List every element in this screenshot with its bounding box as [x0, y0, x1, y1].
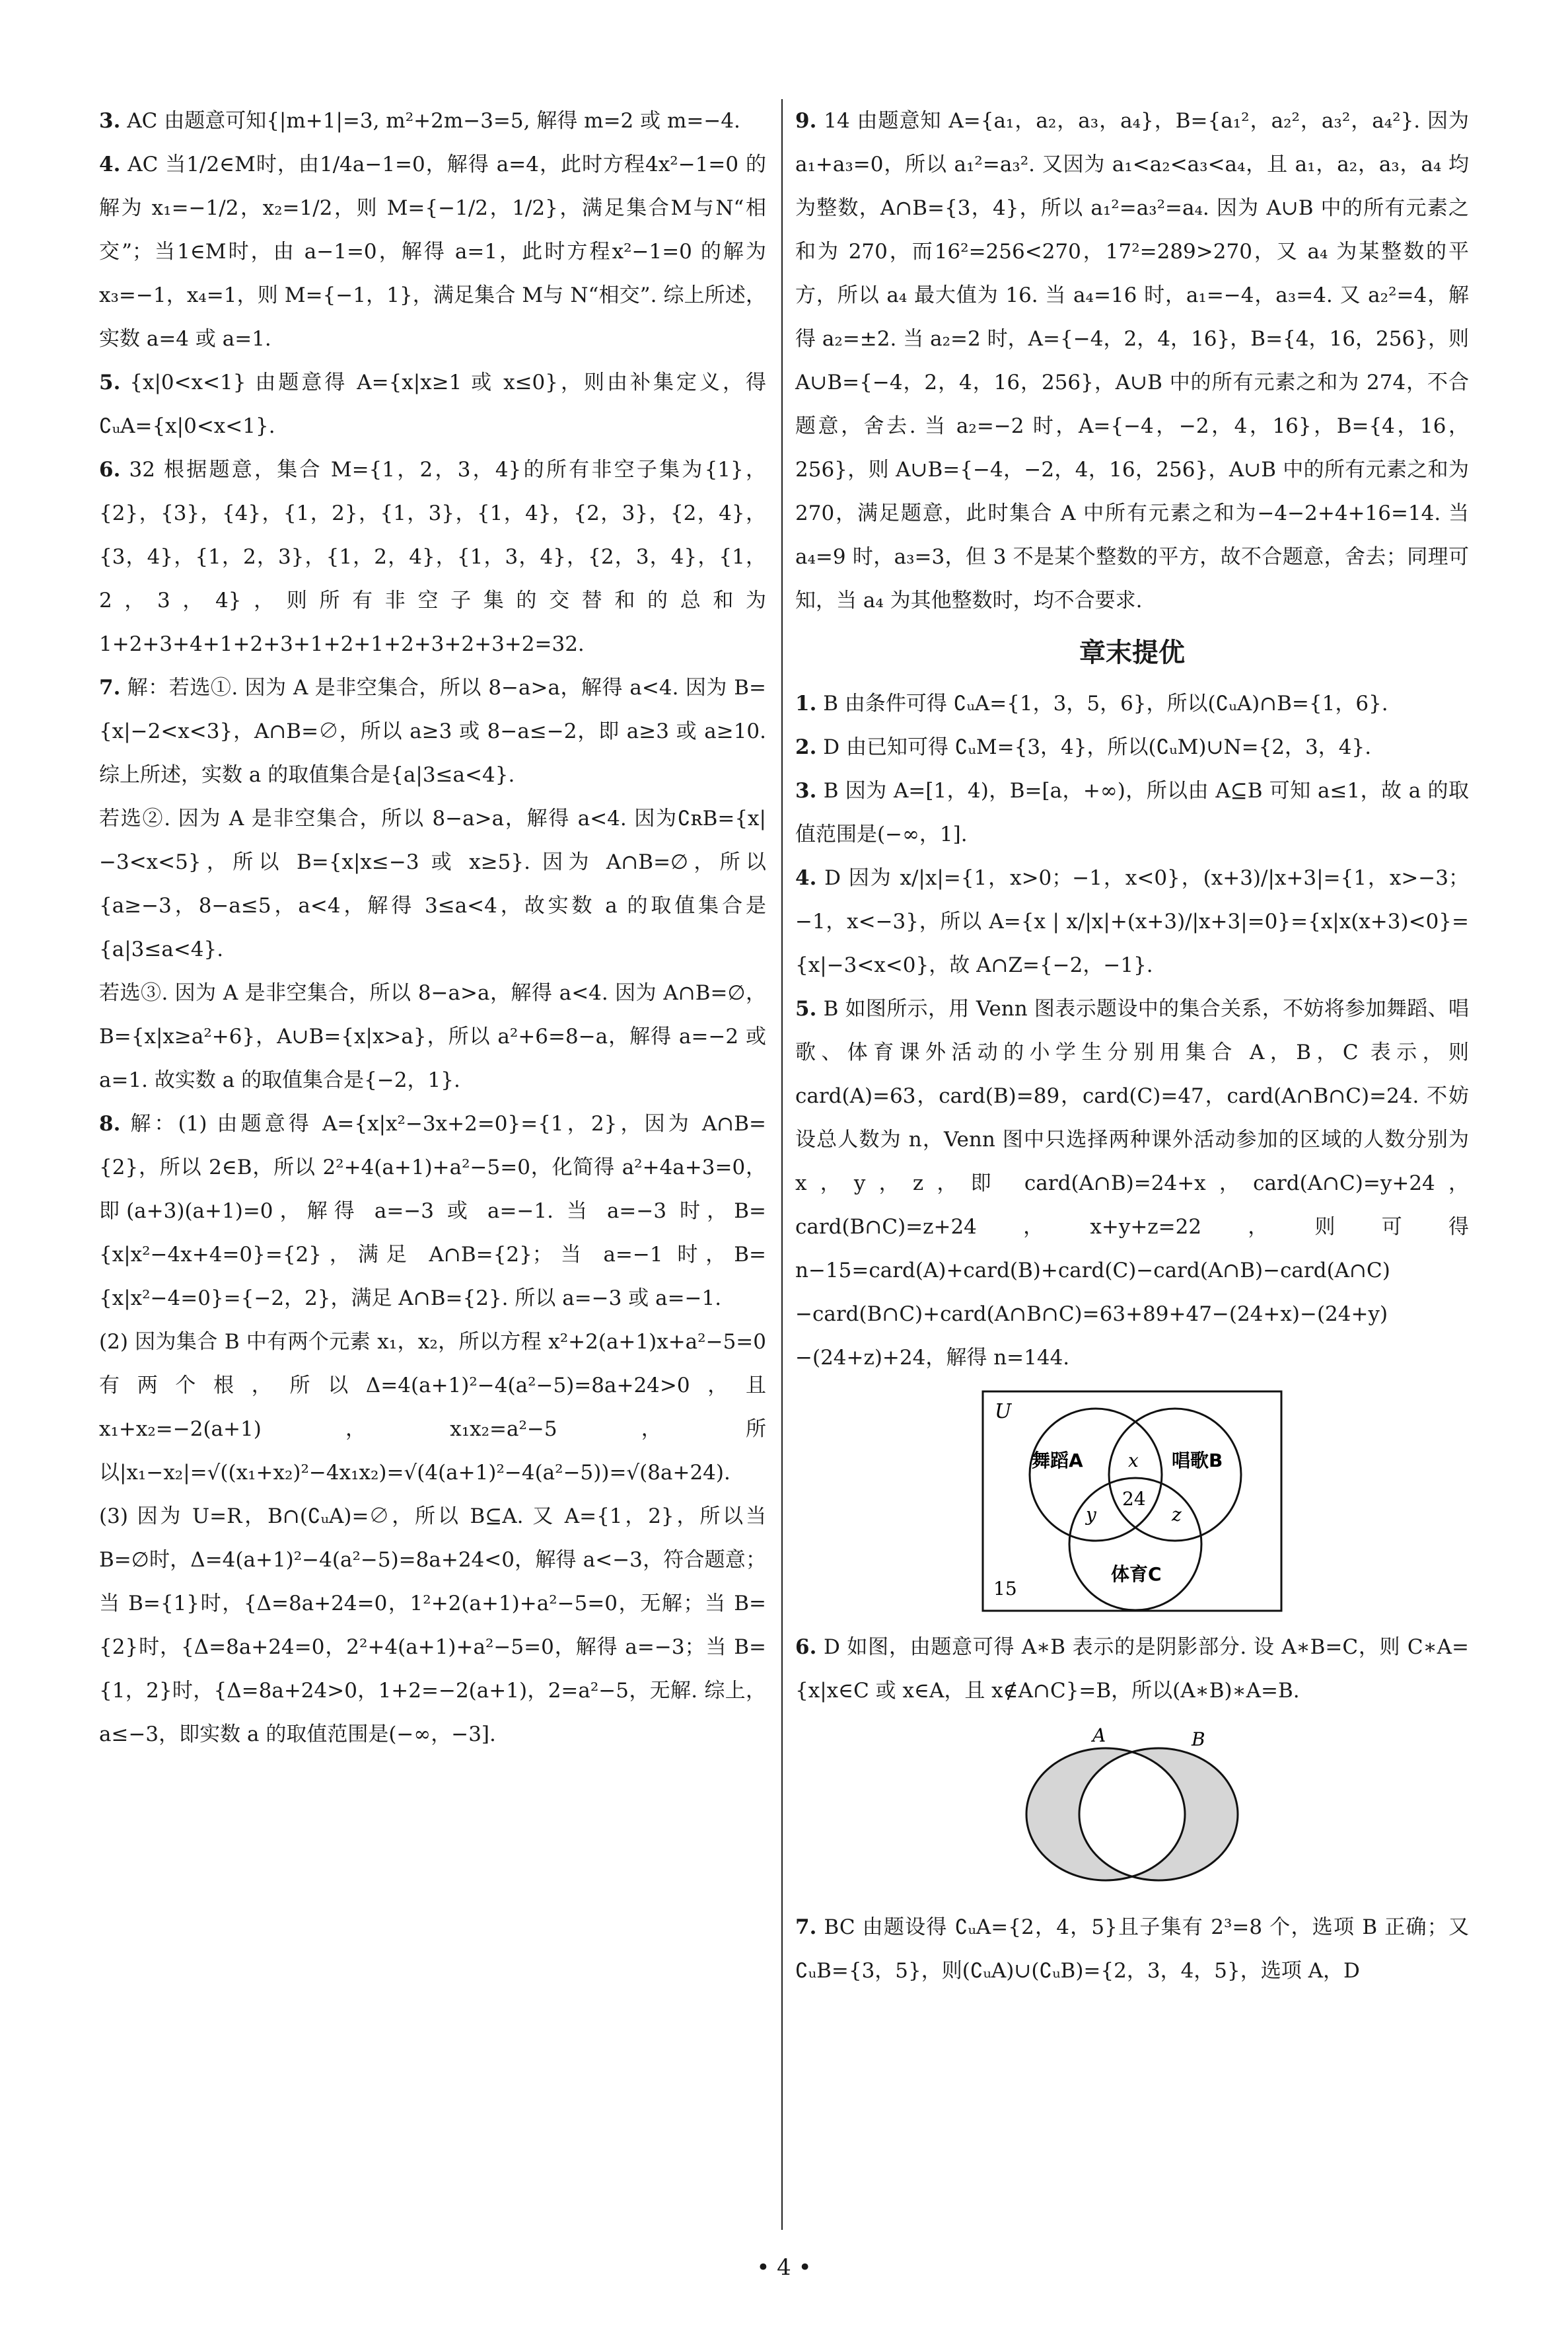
answer-8-part2: (2) 因为集合 B 中有两个元素 x₁，x₂，所以方程 x²+2(a+1)x+a²−5=0 有两个根，所以Δ=4(a+1)²−4(a²−5)=8a+24>0，且 x₁+x₂=−2(a+1)，x₁x₂=a²−5，所以|x₁−x₂|=√((x₁+x₂)²−4x₁x₂)=√(4(a+1)²−4(a²−5))=√(8a+24).	[99, 1330, 766, 1485]
label-set-b: B	[1192, 1728, 1205, 1750]
answer-6: 6. 32 根据题意，集合 M={1，2，3，4}的所有非空子集为{1}，{2}，{3}，{4}，{1，2}，{1，3}，{1，4}，{2，3}，{2，4}，{3，4}，{1，2，3}，{1，2，4}，{1，3，4}，{2，3，4}，{1，2，3，4}，则所有非空子集的交替和的总和为 1+2+3+4+1+2+3+1+2+1+2+3+2+3+2=32.	[99, 458, 766, 656]
answer-5: 5. {x|0<x<1} 由题意得 A={x|x≥1 或 x≤0}，则由补集定义，得 ∁ᵤA={x|0<x<1}.	[99, 371, 766, 438]
venn-diagram-two-sets	[993, 1722, 1271, 1894]
center-region-label: 24	[1122, 1488, 1146, 1510]
review-answer-4: 4. D 因为 x/|x|={1，x>0；−1，x<0}，(x+3)/|x+3|={1，x>−3；−1，x<−3}，所以 A={x | x/|x|+(x+3)/|x+3|=0}={x|x(x+3)<0}={x|−3<x<0}，故 A∩Z={−2，−1}.	[795, 866, 1469, 977]
page-number: • 4 •	[756, 2254, 812, 2281]
answer-9: 9. 14 由题意知 A={a₁，a₂，a₃，a₄}，B={a₁²，a₂²，a₃²，a₄²}. 因为 a₁+a₃=0，所以 a₁²=a₃². 又因为 a₁<a₂<a₃<a₄，且 a₁，a₂，a₃，a₄ 均为整数，A∩B={3，4}，所以 a₁²=a₃²=a₄. 因为 A∪B 中的所有元素之和为 270，而16²=256<270，17²=289>270，又 a₄ 为某整数的平方，所以 a₄ 最大值为 16. 当 a₄=16 时，a₁=−4，a₃=4. 又 a₂²=4，解得 a₂=±2. 当 a₂=2 时，A={−4，2，4，16}，B={4，16，256}，则 A∪B={−4，2，4，16，256}，A∪B 中的所有元素之和为 274，不合题意，舍去. 当 a₂=−2 时，A={−4，−2，4，16}，B={4，16，256}，则 A∪B={−4，−2，4，16，256}，A∪B 中的所有元素之和为 270，满足题意，此时集合 A 中所有元素之和为−4−2+4+16=14. 当 a₄=9 时，a₃=3，但 3 不是某个整数的平方，故不合题意，舍去；同理可知，当 a₄ 为其他整数时，均不合要求.	[795, 109, 1469, 612]
review-answer-6: 6. D 如图，由题意可得 A∗B 表示的是阴影部分. 设 A∗B=C，则 C∗A={x|x∈C 或 x∈A，且 x∉A∩C}=B，所以(A∗B)∗A=B.	[795, 1635, 1470, 1703]
right-column	[795, 99, 1469, 1993]
review-answer-3: 3. B 因为 A=[1，4)，B=[a，+∞)，所以由 A⊆B 可知 a≤1，故 a 的取值范围是(−∞，1].	[795, 779, 1469, 846]
column-divider	[781, 99, 783, 2230]
region-x-label: x	[1128, 1450, 1139, 1471]
review-answer-7: 7. BC 由题设得 ∁ᵤA={2，4，5}且子集有 2³=8 个，选项 B 正确；又 ∁ᵤB={3，5}，则(∁ᵤA)∪(∁ᵤB)={2，3，4，5}，选项 A，D	[795, 1915, 1469, 1983]
answer-4: 4. AC 当1/2∈M时，由1/4a−1=0，解得 a=4，此时方程4x²−1=0 的解为 x₁=−1/2，x₂=1/2，则 M={−1/2，1/2}，满足集合M与N“相交”；当1∈M时，由 a−1=0，解得 a=1，此时方程x²−1=0 的解为 x₃=−1，x₄=1，则 M={−1，1}，满足集合 M与 N“相交”. 综上所述，实数 a=4 或 a=1.	[99, 153, 766, 351]
region-z-label: z	[1172, 1504, 1182, 1526]
answer-8-part3: (3) 因为 U=R，B∩(∁ᵤA)=∅，所以 B⊆A. 又 A={1，2}，所以当 B=∅时，Δ=4(a+1)²−4(a²−5)=8a+24<0，解得 a<−3，符合题意；当 B={1}时，{Δ=8a+24=0，1²+2(a+1)+a²−5=0，无解；当 B={2}时，{Δ=8a+24=0，2²+4(a+1)+a²−5=0，解得 a=−3；当 B={1，2}时，{Δ=8a+24>0，1+2=−2(a+1)，2=a²−5，无解. 综上，a≤−3，即实数 a 的取值范围是(−∞，−3].	[99, 1504, 766, 1746]
outside-count-label: 15	[993, 1578, 1017, 1600]
label-dance-a: 舞蹈A	[1032, 1450, 1083, 1471]
answer-7-option2: 若选②. 因为 A 是非空集合，所以 8−a>a，解得 a<4. 因为∁ʀB={x|−3<x<5}，所以 B={x|x≤−3 或 x≥5}. 因为 A∩B=∅，所以{a≥−3，8−a≤5，a<4，解得 3≤a<4，故实数 a 的取值集合是{a|3≤a<4}.	[99, 807, 766, 961]
left-column	[99, 99, 766, 1756]
label-sports-c: 体育C	[1111, 1563, 1162, 1585]
venn-diagram-three-sets	[980, 1389, 1284, 1613]
label-sing-b: 唱歌B	[1172, 1450, 1223, 1471]
section-title: 章末提优	[1079, 638, 1185, 668]
review-answer-1: 1. B 由条件可得 ∁ᵤA={1，3，5，6}，所以(∁ᵤA)∩B={1，6}.	[795, 692, 1388, 716]
answer-8-part1: 8. 解：(1) 由题意得 A={x|x²−3x+2=0}={1，2}，因为 A∩B={2}，所以 2∈B，所以 2²+4(a+1)+a²−5=0，化简得 a²+4a+3=0，即(a+3)(a+1)=0，解得 a=−3 或 a=−1. 当 a=−3 时，B={x|x²−4x+4=0}={2}，满足 A∩B={2}；当 a=−1 时，B={x|x²−4=0}={−2，2}，满足 A∩B={2}. 所以 a=−3 或 a=−1.	[99, 1112, 766, 1310]
answer-7-option1: 7. 解：若选①. 因为 A 是非空集合，所以 8−a>a，解得 a<4. 因为 B={x|−2<x<3}，A∩B=∅，所以 a≥3 或 8−a≤−2，即 a≥3 或 a≥10. 综上所述，实数 a 的取值集合是{a|3≤a<4}.	[99, 676, 766, 787]
review-answer-5: 5. B 如图所示，用 Venn 图表示题设中的集合关系，不妨将参加舞蹈、唱歌、体育课外活动的小学生分别用集合 A，B，C 表示，则 card(A)=63，card(B)=89，card(C)=47，card(A∩B∩C)=24. 不妨设总人数为 n，Venn 图中只选择两种课外活动参加的区域的人数分别为 x，y，z，即 card(A∩B)=24+x，card(A∩C)=y+24，card(B∩C)=z+24，x+y+z=22，则可得 n−15=card(A)+card(B)+card(C)−card(A∩B)−card(A∩C)−card(B∩C)+card(A∩B∩C)=63+89+47−(24+x)−(24+y)−(24+z)+24，解得 n=144.	[795, 997, 1469, 1370]
label-set-a: A	[1092, 1724, 1106, 1746]
region-y-label: y	[1086, 1504, 1096, 1526]
review-answer-2: 2. D 由已知可得 ∁ᵤM={3，4}，所以(∁ᵤM)∪N={2，3，4}.	[795, 735, 1372, 759]
answer-7-option3: 若选③. 因为 A 是非空集合，所以 8−a>a，解得 a<4. 因为 A∩B=∅，B={x|x≥a²+6}，A∪B={x|x>a}，所以 a²+6=8−a，解得 a=−2 或 a=1. 故实数 a 的取值集合是{−2，1}.	[99, 981, 766, 1092]
universe-label: U	[995, 1400, 1012, 1423]
answer-3: 3. AC 由题意可知{|m+1|=3, m²+2m−3=5, 解得 m=2 或 m=−4.	[99, 109, 740, 133]
